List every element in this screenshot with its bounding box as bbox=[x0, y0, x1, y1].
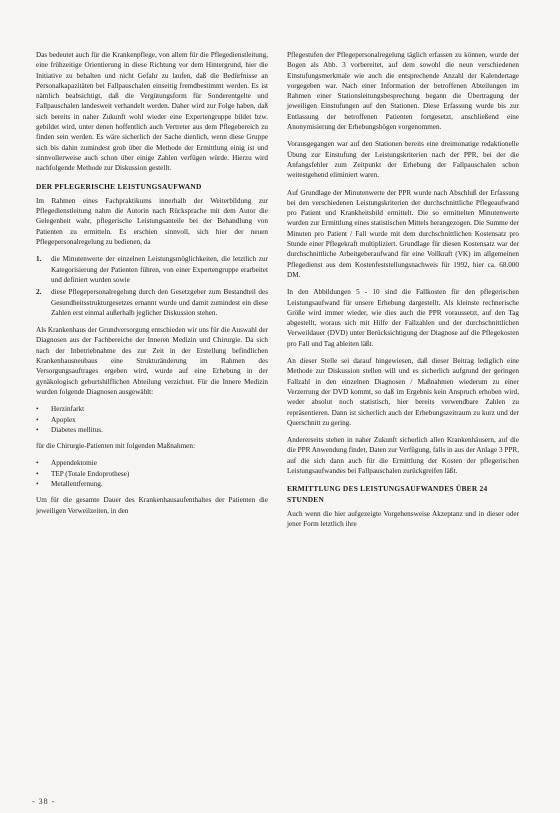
bullet-icon: • bbox=[36, 479, 39, 488]
bullet-icon: • bbox=[36, 469, 39, 478]
paragraph: Das bedeutet auch für die Krankenpflege, von allem für die Pflegedienstleitung, eine frühzeitige Orientierung in diese Richtung vor dem Hintergrund, hier die Initiative zu behalten und nicht Gefahr zu laufen, daß die Bedürfnisse an Personalkapazitäten bei Fallpauschalen einseitig fremdbestimmt werden. Es ist nämlich beabsichtigt, daß die Vergütungsform für Sonderentgelte und Fallpauschalen landesweit verhandelt werden. Daher wird zur Folge haben, daß sich bereits in naher Zukunft wohl wieder eine Expertengruppe bildet bzw. gebildet wird, unter denen hoffentlich auch Vertreter aus dem Pflegebereich zu finden sein werden. Es wäre sicherlich der Sache dienlich, wenn diese Gruppe sich bis dahin zumindest grob über die Methode der Ermittlung einig ist und sinnvollerweise auch schon über einige Zahlen verfügen würde. Hierzu wird nachfolgende Methode zur Diskussion gestellt. bbox=[36, 51, 268, 173]
bullet-icon: • bbox=[36, 405, 39, 414]
list-number: 2. bbox=[36, 288, 42, 297]
paragraph: Um für die gesamte Dauer des Krankenhausaufenthaltes der Patienten die jeweiligen Verweilzeiten, in den bbox=[36, 496, 268, 515]
list-item bbox=[36, 254, 268, 285]
list-item bbox=[36, 287, 268, 318]
bullet-list bbox=[36, 404, 268, 435]
paragraph: An dieser Stelle sei darauf hingewiesen, daß dieser Beitrag lediglich eine Methode zur Diskussion stellen will und es sicherlich aufgrund der geringen Fallzahl in den einzelnen Diagnosen / Maßnahmen wiederum zu einer Verzerrung der DVD kommt, so daß im Ergebnis kein Anspruch erhoben wird, weder absolut noch statistisch, hier bereits verwendbare Zahlen zu repräsentieren. Dann ist sicherlich auch der Erhebungszeitraum zu kurz und der Querschnitt zu gering. bbox=[287, 357, 519, 427]
paragraph: Auch wenn die hier aufgezeigte Vorgehensweise Akzeptanz und in dieser oder jener Form letztlich ihre bbox=[287, 509, 519, 529]
list-item bbox=[36, 479, 268, 489]
paragraph: Vorausgegangen war auf den Stationen bereits eine dreimonatige redaktionelle Übung zur Einstufung der Leistungskriterien nach der PPR, bei der die Anfangsfehler zum Zeitpunkt der Erhebung der Fallpauschalen schon weitestgehend eliminiert waren. bbox=[287, 140, 519, 180]
list-text: TEP (Totale Endoprothese) bbox=[51, 469, 130, 478]
paragraph: Als Krankenhaus der Grundversorgung entschieden wir uns für die Auswahl der Diagnosen aus der Fachbereiche der Inneren Medizin und Chirurgie. Da sich nach der Inbetriebnahme des zur Zeit in der Erstellung befindlichen Krankenhausneubaus eine Strukturänderung im Rahmen des Versorgungsauftrages ergeben wird, wurde auf eine Erhebung in der gynäkologisch geburtshilflichen Abteilung verzichtet. Für die Innere Medizin wurden folgende Diagnosen ausgewählt: bbox=[36, 326, 268, 396]
section-heading: DER PFLEGERISCHE LEISTUNGSAUFWAND bbox=[36, 181, 202, 191]
paragraph: Auf Grundlage der Minutenwerte der PPR wurde nach Abschluß der Erfassung bei den verschiedenen Leistungskriterien der durchschnittliche Pflegeaufwand pro Patient und Krankheitsbild ermittelt. Die so ermittelten Minutenwerte wurden zur Ermittlung eines statistischen Mittels herangezogen. Die Summe der Minuten pro Patient / Fall wurde mit dem durchschnittlichen Kostensatz pro Stunde einer Pflegekraft multipliziert. Grundlage für diesen Kostensatz war der durchschnittliche Arbeitgeberaufwand für eine Vollkraft (VK) im allgemeinen Pflegedienst aus dem Kostenfeststellungsnachweis für 1992, hier ca. 68.000 DM. bbox=[287, 188, 519, 279]
paragraph: Im Rahmen eines Fachpraktikums innerhalb der Weiterbildung zur Pflegedienstleitung nahm die Autorin nach Rücksprache mit dem Autor die Gelegenheit wahr, pflegerische Leistungsanteile bei der Behandlung von Patienten zu ermitteln. Es erschien sinnvoll, sich hier der neuen Pflegepersonalregelung zu bedienen, da bbox=[36, 196, 268, 247]
list-item bbox=[36, 415, 268, 425]
bullet-icon: • bbox=[36, 459, 39, 468]
list-item bbox=[36, 469, 268, 479]
bullet-list bbox=[36, 458, 268, 489]
list-item bbox=[36, 425, 268, 435]
bullet-icon: • bbox=[36, 415, 39, 424]
right-column bbox=[287, 50, 519, 536]
page-number: - 38 - bbox=[32, 797, 56, 806]
bullet-icon: • bbox=[36, 425, 39, 434]
list-text: Diabetes mellitus. bbox=[51, 425, 103, 434]
list-number: 1. bbox=[36, 255, 42, 264]
list-text: diese Pflegepersonalregelung durch den Gesetzgeber zum Bestandteil des Gesundheitsstrukturgesetzes ernannt wurde und damit zumindest ein diese Zahlen erst einmal außerhalb jeglicher Diskussion stehen. bbox=[51, 288, 268, 317]
list-text: die Minutenwerte der einzelnen Leistungsmöglichkeiten, die letztlich zur Kategorisierung der Patienten führen, von einer Expertengruppe erarbeitet und definiert wurden sowie bbox=[51, 255, 268, 284]
list-text: Herzinfarkt bbox=[51, 405, 85, 414]
paragraph: für die Chirurgie-Patienten mit folgenden Maßnahmen: bbox=[36, 442, 195, 451]
section-heading: ERMITTLUNG DES LEISTUNGSAUFWANDES ÜBER 24 STUNDEN bbox=[287, 484, 488, 504]
list-text: Apoplex bbox=[51, 415, 76, 424]
numbered-list bbox=[36, 254, 268, 318]
list-text: Appendektomie bbox=[51, 459, 97, 468]
paragraph: Pflegestufen der Pflegepersonalregelung täglich erfassen zu können, wurde der Bogen als Abb. 3 vorbereitet, auf dem sowohl die neun verschiedenen Einstufungsmerkmale wie auch die entsprechende Anzahl der Kalendertage vorgegeben war. Nach einer Information der betroffenen Abteilungen im Rahmen einer Stationsleitungsbesprechung begann die Übertragung der jeweiligen Einstufungen auf den Stationen. Diese Erfassung wurde bis zur Entlassung der betroffenen Patienten fortgesetzt, anschließend eine Anonymisierung der Erhebungsbögen vorgenommen. bbox=[287, 51, 519, 132]
paragraph: Andererseits stehen in naher Zukunft sicherlich allen Krankenhäusern, auf die die PPR Anwendung findet, Daten zur Verfügung, falls in aus der Anlage 3 PPR, auf die sich dann auch für die Ermittlung der Kosten der pflegerischen Leistungsaufwandes bei Fallpauschalen zurückgreifen läßt. bbox=[287, 436, 519, 475]
list-text: Metallentfernung. bbox=[51, 479, 103, 488]
left-column bbox=[36, 50, 268, 523]
list-item bbox=[36, 458, 268, 468]
list-item bbox=[36, 404, 268, 414]
paragraph: In den Abbildungen 5 - 10 sind die Fallkosten für den pflegerischen Leistungsaufwand für unsere Erhebung dargestellt. Als kleinste rechnerische Größe wird immer wieder, wie dies auch die PPR voraussetzt, auf den Tag abgestellt, woraus sich mit Hilfe der Fallzahlen und der durchschnittlichen Verweildauer (DVD) unter Berücksichtigung der Diagnose auf die Pflegekosten pro Fall und Tag ableiten läßt. bbox=[287, 288, 519, 348]
